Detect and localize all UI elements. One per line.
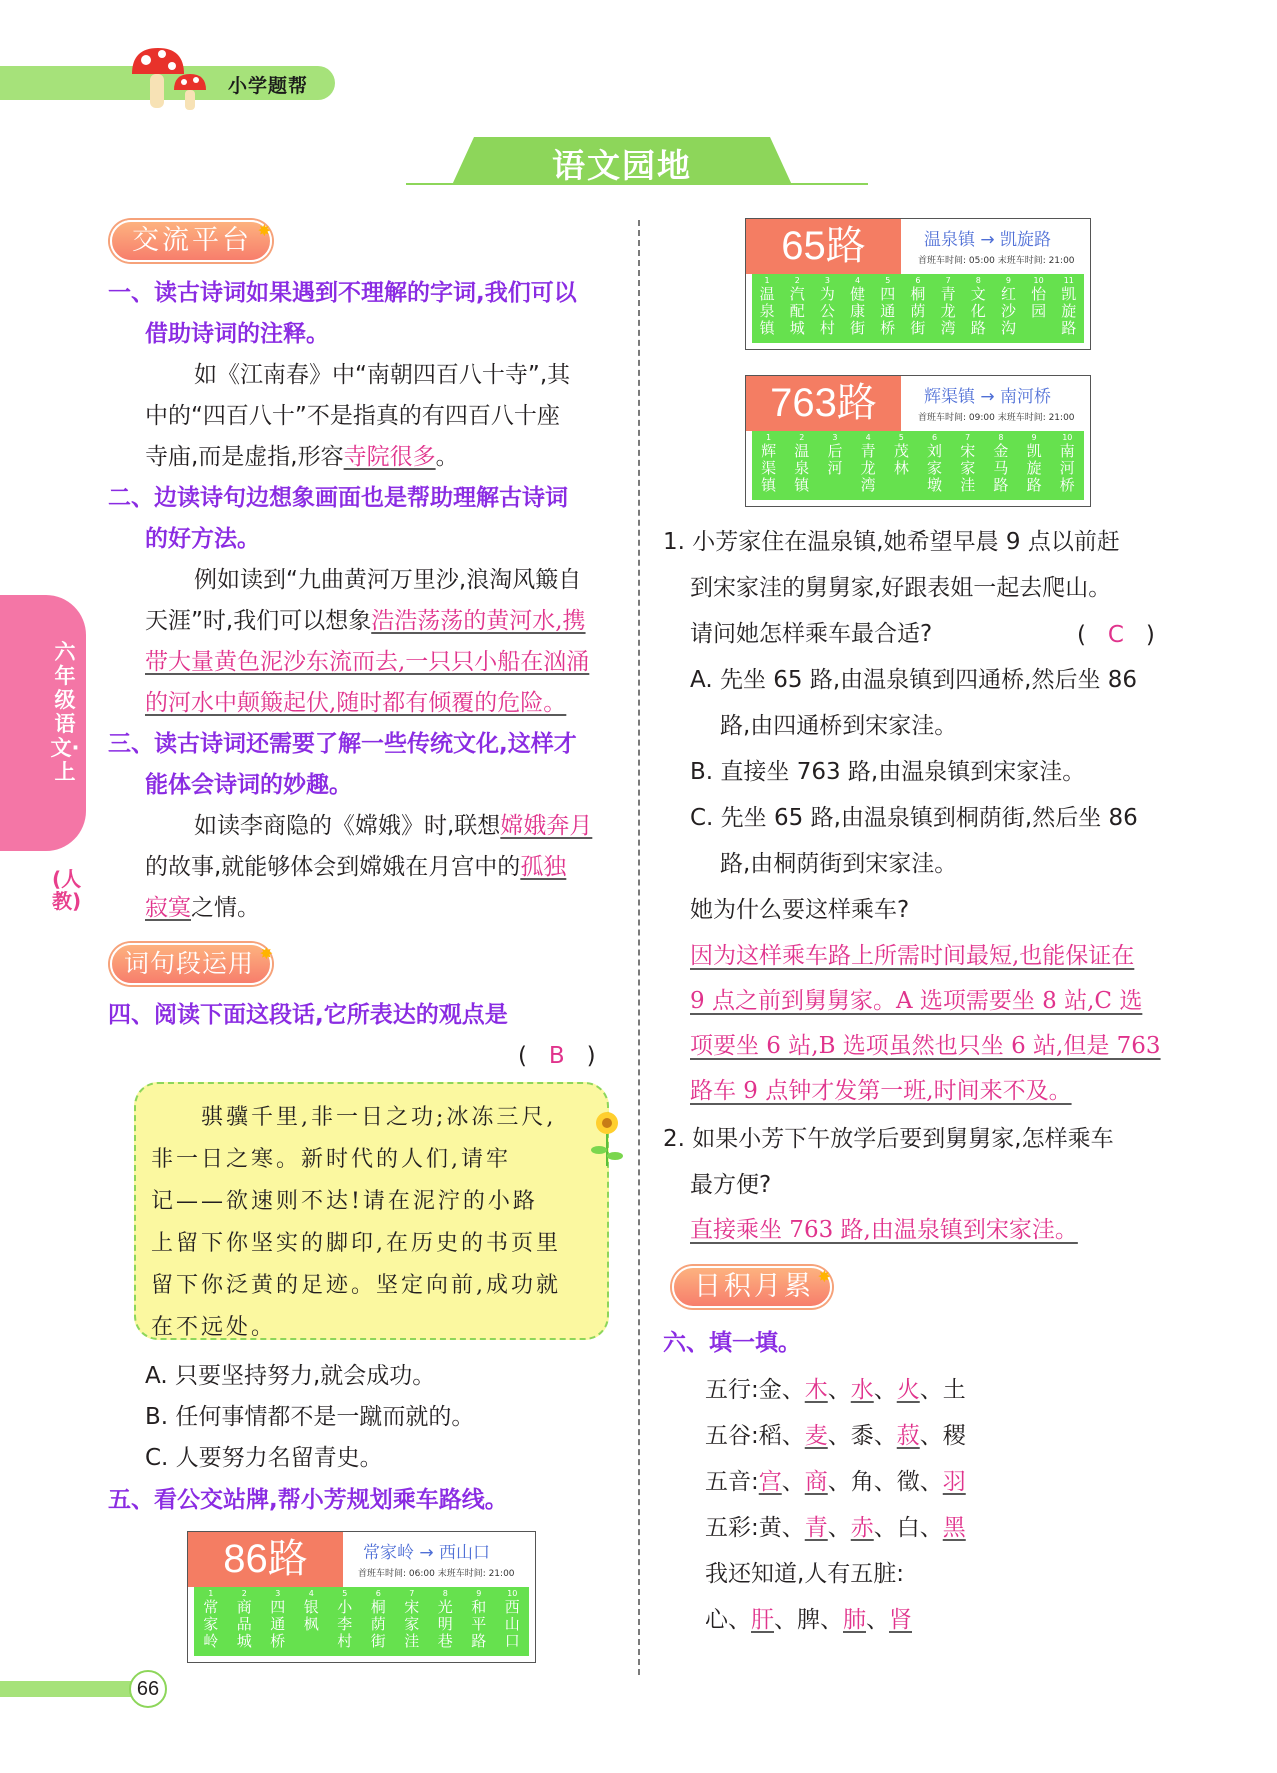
- q1-line3: 请问她怎样乘车最合适?: [690, 621, 933, 647]
- bus-stop: 9 和 平 路: [471, 1589, 487, 1650]
- q4-answer: ( B ): [518, 1043, 596, 1069]
- bus-stop: 1 温 泉 镇: [759, 276, 775, 337]
- passage-line: 骐骥千里,非一日之功;冰冻三尺,: [201, 1105, 557, 1130]
- q1-option-a1: A. 先坐 65 路,由温泉镇到四通桥,然后坐 86: [690, 667, 1138, 693]
- row-label: 五彩:: [705, 1515, 759, 1541]
- bus-sign-86: [187, 1531, 536, 1663]
- item1-p1: 如《江南春》中“南朝四百八十寺”,其: [194, 362, 571, 388]
- bus-stop: 6 桐 荫 街: [910, 276, 926, 337]
- bus-stop: 1 常 家 岭: [203, 1589, 219, 1650]
- bus-763-route: 辉渠镇 → 南河桥: [924, 387, 1052, 407]
- bus-sign-763: [745, 375, 1091, 507]
- bus-65-time: 首班车时间: 05:00 末班车时间: 21:00: [918, 256, 1075, 266]
- bus-stop: 4 银 枫: [303, 1589, 319, 1633]
- q1-option-a2: 路,由四通桥到宋家洼。: [720, 713, 958, 739]
- tag-exchange: [110, 220, 272, 262]
- fill-answer: 菽: [896, 1423, 920, 1449]
- bus-86-route: 常家岭 → 西山口: [363, 1543, 491, 1563]
- bus-stop: 2 汽 配 城: [789, 276, 805, 337]
- item2-answer-a: 浩浩荡荡的黄河水,携: [371, 608, 586, 634]
- item3-p3: 寂寞之情。: [145, 895, 260, 921]
- bus-stop: 10 西 山 口: [504, 1589, 520, 1650]
- bus-stop: 10 南 河 桥: [1059, 433, 1075, 494]
- wugu-row: 五谷:稻、麦、黍、菽、稷: [705, 1423, 966, 1449]
- bus-stop: 7 宋 家 洼: [404, 1589, 420, 1650]
- item2-title-b: 的好方法。: [145, 526, 260, 552]
- q2-line2: 最方便?: [690, 1172, 772, 1198]
- bus-stop: 5 四 通 桥: [880, 276, 896, 337]
- fill-answer: 麦: [804, 1423, 828, 1449]
- passage-line: 上留下你坚实的脚印,在历史的书页里: [151, 1231, 561, 1256]
- q1-option-b: B. 直接坐 763 路,由温泉镇到宋家洼。: [690, 759, 1086, 785]
- bus-86-number: 86路: [188, 1532, 343, 1587]
- bus-65-route: 温泉镇 → 凯旋路: [924, 230, 1052, 250]
- fill-given: 土: [942, 1377, 966, 1403]
- item3-title-b: 能体会诗词的妙趣。: [145, 772, 352, 798]
- bus-stop: 3 四 通 桥: [270, 1589, 286, 1650]
- bus-763-stops: [752, 431, 1084, 500]
- page-number: 66: [129, 1670, 167, 1708]
- bus-stop: 3 后 河: [827, 433, 843, 477]
- fill-answer: 黑: [942, 1515, 966, 1541]
- item1-p3: 寺庙,而是虚指,形容寺院很多。: [145, 444, 459, 470]
- fill-given: 徵: [896, 1469, 920, 1495]
- bus-stop: 3 为 公 村: [819, 276, 835, 337]
- item1-title-b: 借助诗词的注释。: [145, 321, 329, 347]
- bus-86-time: 首班车时间: 06:00 末班车时间: 21:00: [358, 1569, 515, 1579]
- tag-sentence: [110, 943, 272, 985]
- q2-answer: 直接乘坐 763 路,由温泉镇到宋家洼。: [690, 1217, 1078, 1243]
- item2-title-a: 二、边读诗句边想象画面也是帮助理解古诗词: [108, 485, 568, 511]
- q1-option-c1: C. 先坐 65 路,由温泉镇到桐荫街,然后坐 86: [690, 805, 1138, 831]
- fill-answer: 肝: [751, 1607, 774, 1633]
- tag-exchange-label: 交流平台: [132, 225, 252, 256]
- fill-answer: 肾: [889, 1607, 912, 1633]
- tag-daily: [672, 1266, 832, 1308]
- passage-line: 留下你泛黄的足迹。坚定向前,成功就: [151, 1273, 561, 1298]
- bus-763-number: 763路: [746, 376, 901, 431]
- fill-answer: 羽: [942, 1469, 966, 1495]
- side-tab-label: 六年级语文·上: [50, 640, 80, 784]
- q2-line1: 2. 如果小芳下午放学后要到舅舅家,怎样乘车: [663, 1126, 1114, 1152]
- bus-stop: 6 桐 荫 街: [370, 1589, 386, 1650]
- fill-given: 角: [850, 1469, 874, 1495]
- fill-given: 金: [758, 1377, 782, 1403]
- item2-p2: 天涯”时,我们可以想象浩浩荡荡的黄河水,携: [145, 608, 586, 634]
- fill-answer: 商: [804, 1469, 828, 1495]
- section-title: 语文园地: [552, 146, 692, 185]
- bus-sign-65: [745, 218, 1091, 350]
- column-divider: [638, 220, 640, 1675]
- sunflower-icon: [590, 1110, 624, 1168]
- fill-given: 黄: [758, 1515, 782, 1541]
- bus-763-time: 首班车时间: 09:00 末班车时间: 21:00: [918, 413, 1075, 423]
- wucai-row: 五彩:黄、青、赤、白、黑: [705, 1515, 966, 1541]
- bus-65-stops: [752, 274, 1084, 343]
- q1-why: 她为什么要这样乘车?: [690, 897, 910, 923]
- q1-line2: 到宋家洼的舅舅家,好跟表姐一起去爬山。: [690, 575, 1112, 601]
- q4-title: 四、阅读下面这段话,它所表达的观点是: [108, 1002, 508, 1028]
- fill-given: 黍: [850, 1423, 874, 1449]
- fill-answer: 火: [896, 1377, 920, 1403]
- q1-line1: 1. 小芳家住在温泉镇,她希望早晨 9 点以前赶: [663, 529, 1120, 555]
- q4-option-b: B. 任何事情都不是一蹴而就的。: [145, 1404, 475, 1430]
- bus-stop: 9 凯 旋 路: [1026, 433, 1042, 494]
- row-label: 五谷:: [705, 1423, 759, 1449]
- q4-option-a: A. 只要坚持努力,就会成功。: [145, 1363, 436, 1389]
- fill-answer: 水: [850, 1377, 874, 1403]
- bus-stop: 6 刘 家 墩: [927, 433, 943, 494]
- mushroom-icon: [128, 44, 218, 116]
- bus-stop: 8 金 马 路: [993, 433, 1009, 494]
- item2-answer-b: 带大量黄色泥沙东流而去,一只只小船在汹涌: [145, 649, 590, 675]
- bus-stop: 4 青 龙 湾: [860, 433, 876, 494]
- passage-line: 非一日之寒。新时代的人们,请牢: [151, 1147, 511, 1172]
- fill-given: 稻: [758, 1423, 782, 1449]
- bus-stop: 2 商 品 城: [236, 1589, 252, 1650]
- bus-86-stops: [194, 1587, 529, 1656]
- item1-title-a: 一、读古诗词如果遇到不理解的字词,我们可以: [108, 280, 577, 306]
- brand-name: 小学题帮: [228, 75, 309, 97]
- item3-answer-c: 寂寞: [145, 895, 191, 921]
- tag-sentence-label: 词句段运用: [124, 949, 255, 978]
- q6-title: 六、填一填。: [663, 1330, 801, 1356]
- tag-daily-label: 日积月累: [694, 1271, 814, 1302]
- bus-65-number: 65路: [746, 219, 901, 274]
- q1-answer: ( C ): [1077, 622, 1155, 648]
- fill-given: 心: [705, 1607, 728, 1633]
- item3-p1: 如读李商隐的《嫦娥》时,联想嫦娥奔月: [194, 813, 593, 839]
- fill-given: 脾: [797, 1607, 820, 1633]
- q1-option-c2: 路,由桐荫街到宋家洼。: [720, 851, 958, 877]
- passage-line: 记——欲速则不达!请在泥泞的小路: [151, 1189, 538, 1214]
- bus-stop: 7 青 龙 湾: [940, 276, 956, 337]
- q1-why-answer: 因为这样乘车路上所需时间最短,也能保证在 9 点之前到舅舅家。A 选项需要坐 8 站,C 选 项要坐 6 站,B 选项虽然也只坐 6 站,但是 763 路车 9 点钟才发第一班,时间来不及。: [690, 943, 1161, 1104]
- bus-stop: 11 凯 旋 路: [1061, 276, 1077, 337]
- bus-stop: 10 怡 园: [1031, 276, 1047, 320]
- fill-given: 稷: [942, 1423, 966, 1449]
- bus-stop: 9 红 沙 沟: [1000, 276, 1016, 337]
- wuzang-intro: 我还知道,人有五脏:: [705, 1561, 905, 1587]
- item3-answer-b: 孤独: [520, 854, 567, 880]
- wuxing-row: 五行:金、木、水、火、土: [705, 1377, 966, 1403]
- item2-p4: [145, 683, 566, 724]
- fill-given: 白: [896, 1515, 920, 1541]
- star-icon: ✸: [259, 944, 274, 963]
- item2-answer-c: 的河水中颠簸起伏,随时都有倾覆的危险。: [145, 690, 567, 716]
- q4-option-c: C. 人要努力名留青史。: [145, 1445, 383, 1471]
- bus-stop: 1 辉 渠 镇: [761, 433, 777, 494]
- q5-title: 五、看公交站牌,帮小芳规划乘车路线。: [108, 1487, 508, 1513]
- item3-answer-a: 嫦娥奔月: [500, 813, 593, 839]
- fill-answer: 木: [804, 1377, 828, 1403]
- item1-p2: 中的“四百八十”不是指真的有四百八十座: [145, 403, 560, 429]
- bus-stop: 8 光 明 巷: [437, 1589, 453, 1650]
- side-edition-label: (人教): [52, 867, 82, 913]
- passage-text: [151, 1097, 591, 1349]
- item2-p1: 例如读到“九曲黄河万里沙,浪淘风簸自: [194, 567, 582, 593]
- wuyin-row: 五音:宫、商、角、徵、羽: [705, 1469, 966, 1495]
- star-icon: ✸: [257, 221, 274, 240]
- row-label: 五行:: [705, 1377, 759, 1403]
- fill-answer: 赤: [850, 1515, 874, 1541]
- star-icon: ✸: [817, 1267, 834, 1286]
- item2-p3: [145, 642, 589, 683]
- bus-stop: 2 温 泉 镇: [794, 433, 810, 494]
- page-bar: [0, 1681, 140, 1697]
- item3-title-a: 三、读古诗词还需要了解一些传统文化,这样才: [108, 731, 577, 757]
- row-label: 五音:: [705, 1469, 759, 1495]
- fill-answer: 青: [804, 1515, 828, 1541]
- bus-stop: 7 宋 家 洼: [960, 433, 976, 494]
- bus-stop: 5 小 李 村: [337, 1589, 353, 1650]
- bus-stop: 5 茂 林: [893, 433, 909, 477]
- fill-answer: 宫: [758, 1469, 782, 1495]
- bus-stop: 4 健 康 街: [850, 276, 866, 337]
- wuzang-row: 心、肝、脾、肺、肾: [705, 1607, 912, 1633]
- fill-answer: 肺: [843, 1607, 866, 1633]
- item1-answer: 寺院很多: [343, 444, 436, 470]
- passage-line: 在不远处。: [151, 1315, 277, 1340]
- item3-p2: 的故事,就能够体会到嫦娥在月宫中的孤独: [145, 854, 567, 880]
- bus-stop: 8 文 化 路: [970, 276, 986, 337]
